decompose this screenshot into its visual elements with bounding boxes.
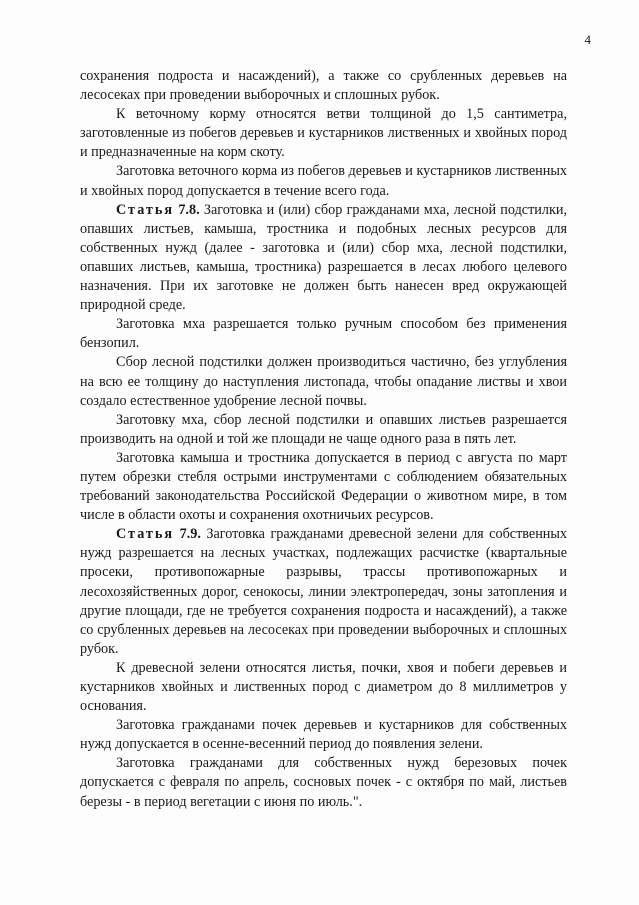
- paragraph-text: К веточному корму относятся ветви толщиной до 1,5 сантиметра, заготовленные из побегов деревьев и кустарников лиственных и хвойных пород и предназначенные на корм скоту.: [80, 106, 567, 161]
- paragraph-text: Заготовка гражданами почек деревьев и кустарников для собственных нужд допускается в осенне-весенний период до появления зелени.: [80, 717, 567, 753]
- document-body: [80, 67, 567, 812]
- article-label: Статья: [116, 201, 175, 218]
- paragraph-text: Заготовка мха разрешается только ручным способом без применения бензопил.: [80, 316, 567, 352]
- paragraph-text: сохранения подроста и насаждений), а также со срубленных деревьев на лесосеках при проведении выборочных и сплошных рубок.: [80, 68, 567, 104]
- paragraph-text: Заготовка гражданами древесной зелени для собственных нужд разрешается на лесных участках, подлежащих расчистке (квартальные просеки, противопожарные разрывы, трассы противопожарных и лесохозяйственных дорог, сенокосы, линии электропередач, зоны затопления и другие площади, где не требуется сохранения подроста и насаждений), а также со срубленных деревьев на лесосеках при проведении выборочных и сплошных рубок.: [80, 526, 568, 657]
- paragraph-text: Заготовку мха, сбор лесной подстилки и опавших листьев разрешается производить на одной и той же площади не чаще одного раза в пять лет.: [80, 411, 567, 447]
- paragraph: [80, 67, 567, 105]
- page-number: 4: [584, 32, 591, 47]
- paragraph-text: Заготовка и (или) сбор гражданами мха, лесной подстилки, опавших листьев, камыша, тростника и подобных лесных ресурсов для собственных нужд (далее - заготовка и (или) сбор мха, лесной подстилки, опавших листьев, камыша, тростника) разрешается в лесах любого целевого назначения. При их заготовке не должен быть нанесен вред окружающей природной среде.: [80, 201, 568, 314]
- article-paragraph: [80, 201, 567, 316]
- paragraph: [80, 162, 567, 200]
- paragraph: [80, 353, 567, 410]
- paragraph-text: Заготовка камыша и тростника допускается в период с августа по март путем обрезки стебля острыми инструментами с соблюдением обязательных требований законодательства Российской Федерации о животном мире, в том числе в области охоты и сохранения охотничьих ресурсов.: [80, 449, 567, 524]
- paragraph-text: К древесной зелени относятся листья, почки, хвоя и побеги деревьев и кустарников хвойных и лиственных пород с диаметром до 8 миллиметров у основания.: [80, 659, 567, 715]
- paragraph: [80, 716, 567, 754]
- article-label: Статья: [116, 526, 175, 543]
- article-number: 7.9.: [179, 526, 201, 543]
- paragraph: [80, 411, 567, 449]
- paragraph: [80, 315, 567, 353]
- paragraph-text: Заготовка веточного корма из побегов деревьев и кустарников лиственных и хвойных пород допускается в течение всего года.: [80, 163, 567, 199]
- paragraph-text: Сбор лесной подстилки должен производиться частично, без углубления на всю ее толщину до наступления листопада, чтобы опадание листвы и хвои создало естественное удобрение лесной почвы.: [80, 354, 567, 409]
- paragraph: [80, 659, 567, 716]
- paragraph: [80, 449, 567, 525]
- article-number: 7.8.: [178, 201, 200, 218]
- paragraph: [80, 754, 567, 811]
- paragraph-text: Заготовка гражданами для собственных нужд березовых почек допускается с февраля по апрель, сосновых почек - с октября по май, листьев березы - в период вегетации с июня по июль.".: [80, 755, 567, 810]
- paragraph: [80, 105, 567, 162]
- article-paragraph: [80, 525, 567, 659]
